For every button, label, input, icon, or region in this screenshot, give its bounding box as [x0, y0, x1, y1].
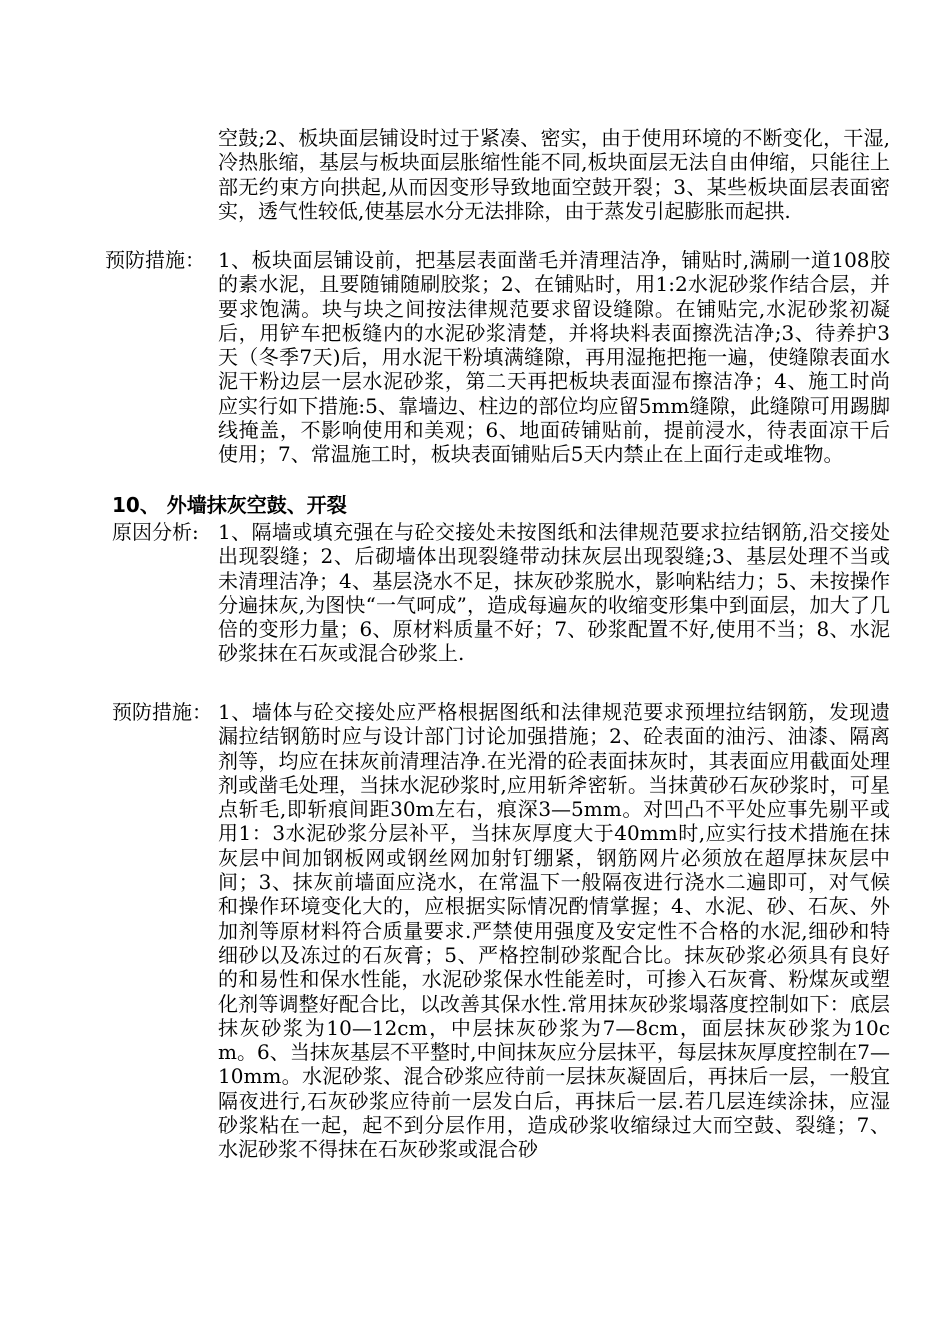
section10-prevention-label: 预防措施： [112, 700, 212, 724]
section10-heading: 10、 外墙抹灰空鼓、开裂 [112, 493, 347, 517]
section9-prevention-text: 1、板块面层铺设前，把基层表面凿毛并清理洁净，铺贴时,满刷一道108胶的素水泥，且要随铺随刷胶浆；2、在铺贴时，用1:2水泥砂浆作结合层，并要求饱满。块与块之间按法律规范要求留设缝隙。在铺贴完,水泥砂浆初凝后，用铲车把板缝内的水泥砂浆清楚，并将块料表面擦洗洁净;3、待养护3天（冬季7天)后，用水泥干粉填满缝隙，再用湿拖把拖一遍，使缝隙表面水泥干粉边层一层水泥砂浆，第二天再把板块表面湿布擦洁净；4、施工时尚应实行如下措施:5、靠墙边、柱边的部位均应留5mm缝隙，此缝隙可用踢脚线掩盖，不影响使用和美观；6、地面砖铺贴前，提前浸水，待表面凉干后使用；7、常温施工时，板块表面铺贴后5天内禁止在上面行走或堆物。 [218, 248, 890, 467]
section10-prevention-text: 1、墙体与砼交接处应严格根据图纸和法律规范要求预埋拉结钢筋，发现遗漏拉结钢筋时应与设计部门讨论加强措施；2、砼表面的油污、油漆、隔离剂等，均应在抹灰前清理洁净.在光滑的砼表面抹灰时，其表面应用截面处理剂或凿毛处理，当抹水泥砂浆时,应用斩斧密斩。当抹黄砂石灰砂浆时，可星点斩毛,即斩痕间距30m左右，痕深3—5mm。对凹凸不平处应事先剔平或用1：3水泥砂浆分层补平，当抹灰厚度大于40mm时,应实行技术措施在抹灰层中间加钢板网或钢丝网加射钉绷紧，钢筋网片必须放在超厚抹灰层中间；3、抹灰前墙面应浇水，在常温下一般隔夜进行浇水二遍即可，对气候和操作环境变化大的，应根据实际情况酌情掌握；4、水泥、砂、石灰、外加剂等原材料符合质量要求.严禁使用强度及安定性不合格的水泥,细砂和特细砂以及冻过的石灰膏；5、严格控制砂浆配合比。抹灰砂浆必须具有良好的和易性和保水性能，水泥砂浆保水性能差时，可掺入石灰膏、粉煤灰或塑化剂等调整好配合比，以改善其保水性.常用抹灰砂浆塌落度控制如下：底层抹灰砂浆为10—12cm，中层抹灰砂浆为7—8cm，面层抹灰砂浆为10cm。6、当抹灰基层不平整时,中间抹灰应分层抹平，每层抹灰厚度控制在7—10mm。水泥砂浆、混合砂浆应待前一层抹灰凝固后，再抹后一层，一般宜隔夜进行,石灰砂浆应待前一层发白后，再抹后一层.若几层连续涂抹，应湿砂浆粘在一起，起不到分层作用，造成砂浆收缩绿过大而空鼓、裂缝；7、水泥砂浆不得抹在石灰砂浆或混合砂 [218, 700, 890, 1162]
section9-prevention-label: 预防措施： [105, 248, 205, 272]
section10-cause-label: 原因分析: [112, 520, 199, 544]
paragraph-continuation: 空鼓;2、板块面层铺设时过于紧凑、密实，由于使用环境的不断变化，干湿,冷热胀缩，基层与板块面层胀缩性能不同,板块面层无法自由伸缩，只能往上部无约束方向拱起,从而因变形导致地面空鼓开裂；3、某些板块面层表面密实，透气性较低,使基层水分无法排除，由于蒸发引起膨胀而起拱. [218, 126, 890, 223]
section10-cause-text: 1、隔墙或填充强在与砼交接处未按图纸和法律规范要求拉结钢筋,沿交接处出现裂缝；2、后砌墙体出现裂缝带动抹灰层出现裂缝;3、基层处理不当或未清理洁净；4、基层浇水不足，抹灰砂浆脱水，影响粘结力；5、未按操作分遍抹灰,为图快“一气呵成”，造成每遍灰的收缩变形集中到面层，加大了几倍的变形力量；6、原材料质量不好；7、砂浆配置不好,使用不当；8、水泥砂浆抹在石灰或混合砂浆上. [218, 520, 890, 666]
